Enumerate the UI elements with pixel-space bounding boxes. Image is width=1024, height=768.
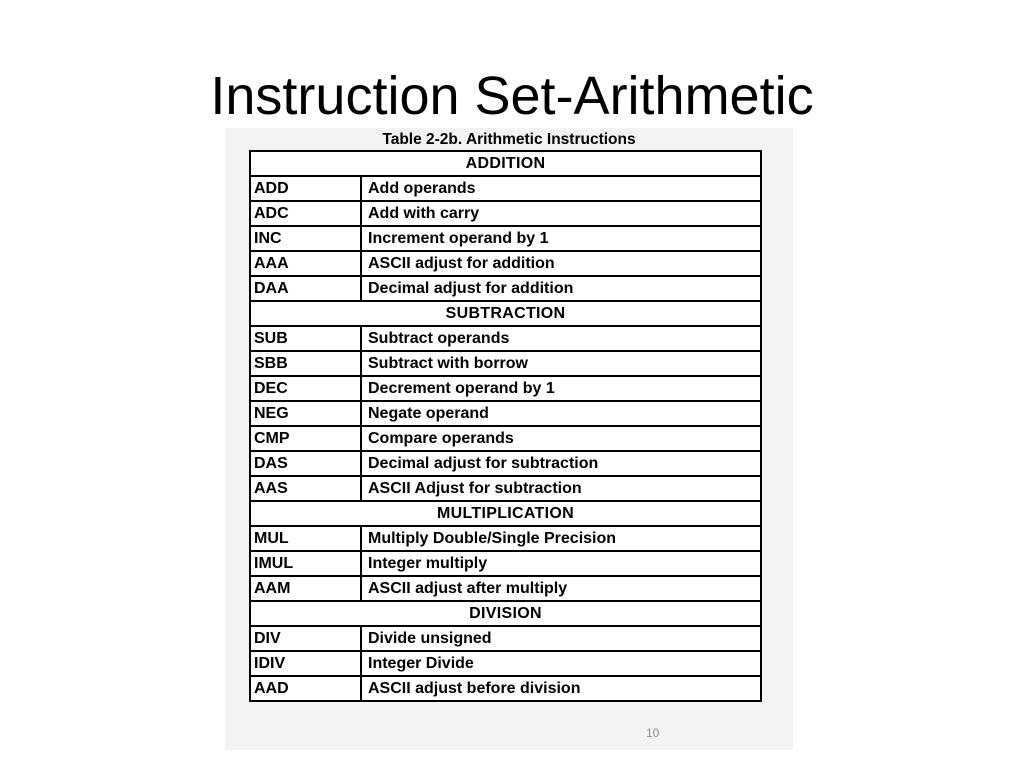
description-cell: ASCII adjust after multiply bbox=[361, 576, 761, 601]
mnemonic-cell: AAA bbox=[250, 251, 361, 276]
table-row bbox=[250, 576, 761, 601]
table-row bbox=[250, 526, 761, 551]
mnemonic-cell: AAM bbox=[250, 576, 361, 601]
mnemonic-cell: MUL bbox=[250, 526, 361, 551]
table-row bbox=[250, 251, 761, 276]
table-row bbox=[250, 476, 761, 501]
description-cell: Decimal adjust for subtraction bbox=[361, 451, 761, 476]
table-row bbox=[250, 351, 761, 376]
table-row bbox=[250, 376, 761, 401]
table-caption: Table 2-2b. Arithmetic Instructions bbox=[382, 131, 636, 148]
description-cell: Decimal adjust for addition bbox=[361, 276, 761, 301]
table-row bbox=[250, 551, 761, 576]
section-heading: SUBTRACTION bbox=[250, 301, 761, 326]
table-row bbox=[250, 651, 761, 676]
description-cell: Negate operand bbox=[361, 401, 761, 426]
description-cell: Decrement operand by 1 bbox=[361, 376, 761, 401]
description-cell: Add operands bbox=[361, 176, 761, 201]
description-cell: Add with carry bbox=[361, 201, 761, 226]
table-body bbox=[250, 151, 761, 701]
table-row bbox=[250, 276, 761, 301]
section-heading: MULTIPLICATION bbox=[250, 501, 761, 526]
arithmetic-instructions-table bbox=[249, 150, 762, 702]
mnemonic-cell: ADD bbox=[250, 176, 361, 201]
description-cell: ASCII adjust before division bbox=[361, 676, 761, 701]
mnemonic-cell: IMUL bbox=[250, 551, 361, 576]
mnemonic-cell: AAD bbox=[250, 676, 361, 701]
mnemonic-cell: IDIV bbox=[250, 651, 361, 676]
mnemonic-cell: SBB bbox=[250, 351, 361, 376]
table-row bbox=[250, 626, 761, 651]
table-row bbox=[250, 451, 761, 476]
table-row bbox=[250, 176, 761, 201]
table-row bbox=[250, 676, 761, 701]
mnemonic-cell: CMP bbox=[250, 426, 361, 451]
description-cell: Subtract operands bbox=[361, 326, 761, 351]
mnemonic-cell: SUB bbox=[250, 326, 361, 351]
table-row bbox=[250, 201, 761, 226]
description-cell: Integer Divide bbox=[361, 651, 761, 676]
section-header-row bbox=[250, 301, 761, 326]
section-header-row bbox=[250, 501, 761, 526]
slide-title: Instruction Set-Arithmetic bbox=[210, 66, 814, 126]
table-row bbox=[250, 426, 761, 451]
page-number: 10 bbox=[646, 726, 660, 740]
description-cell: ASCII adjust for addition bbox=[361, 251, 761, 276]
mnemonic-cell: ADC bbox=[250, 201, 361, 226]
mnemonic-cell: INC bbox=[250, 226, 361, 251]
mnemonic-cell: DAA bbox=[250, 276, 361, 301]
table-row bbox=[250, 326, 761, 351]
description-cell: Subtract with borrow bbox=[361, 351, 761, 376]
table-figure bbox=[225, 128, 793, 750]
mnemonic-cell: DAS bbox=[250, 451, 361, 476]
description-cell: Compare operands bbox=[361, 426, 761, 451]
description-cell: Multiply Double/Single Precision bbox=[361, 526, 761, 551]
section-header-row bbox=[250, 151, 761, 176]
section-heading: DIVISION bbox=[250, 601, 761, 626]
mnemonic-cell: DIV bbox=[250, 626, 361, 651]
mnemonic-cell: AAS bbox=[250, 476, 361, 501]
mnemonic-cell: DEC bbox=[250, 376, 361, 401]
section-heading: ADDITION bbox=[250, 151, 761, 176]
table-row bbox=[250, 226, 761, 251]
description-cell: Integer multiply bbox=[361, 551, 761, 576]
description-cell: ASCII Adjust for subtraction bbox=[361, 476, 761, 501]
section-header-row bbox=[250, 601, 761, 626]
description-cell: Divide unsigned bbox=[361, 626, 761, 651]
table-row bbox=[250, 401, 761, 426]
mnemonic-cell: NEG bbox=[250, 401, 361, 426]
description-cell: Increment operand by 1 bbox=[361, 226, 761, 251]
